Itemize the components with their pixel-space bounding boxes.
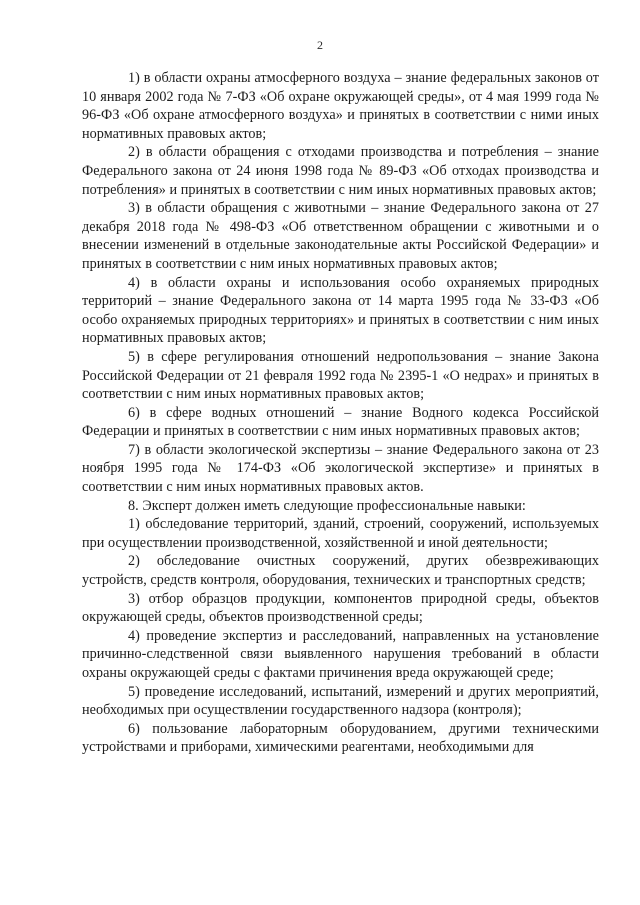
paragraph-skill-measurements: 5) проведение исследований, испытаний, измерений и других мероприятий, необходимых при осуществлении государственного надзора (контроля); bbox=[82, 683, 599, 719]
paragraph-water-relations: 6) в сфере водных отношений – знание Водного кодекса Российской Федерации и принятых в соответствии с ним иных нормативных правовых актов; bbox=[82, 404, 599, 440]
paragraph-ecological-expertise: 7) в области экологической экспертизы – знание Федерального закона от 23 ноября 1995 года № 174-ФЗ «Об экологической экспертизе» и принятых в соответствии с ним иных нормативных правовых актов. bbox=[82, 441, 599, 496]
document-body bbox=[82, 69, 599, 757]
paragraph-skills-heading: 8. Эксперт должен иметь следующие профессиональные навыки: bbox=[128, 497, 526, 514]
paragraph-air-protection: 1) в области охраны атмосферного воздуха – знание федеральных законов от 10 января 2002 года № 7-ФЗ «Об охране окружающей среды», от 4 мая 1999 года № 96-ФЗ «Об охране атмосферного воздуха» и принятых в соответствии с ними иных нормативных правовых актов; bbox=[82, 70, 599, 142]
paragraph-waste-management: 2) в области обращения с отходами производства и потребления – знание Федерального закона от 24 июня 1998 года № 89-ФЗ «Об отходах производства и потребления» и принятых в соответствии с ним иных нормативных правовых актов; bbox=[82, 144, 599, 198]
page-number: 2 bbox=[317, 38, 323, 52]
paragraph-skill-sampling: 3) отбор образцов продукции, компонентов природной среды, объектов окружающей среды, объектов производственной среды; bbox=[82, 590, 599, 626]
paragraph-skill-treatment-facilities: 2) обследование очистных сооружений, других обезвреживающих устройств, средств контроля, оборудования, технических и транспортных средств; bbox=[82, 553, 599, 589]
paragraph-skill-lab-equipment: 6) пользование лабораторным оборудованием, другими техническими устройствами и приборами, химическими реагентами, необходимыми для bbox=[82, 720, 599, 756]
paragraph-animal-treatment: 3) в области обращения с животными – знание Федерального закона от 27 декабря 2018 года № 498-ФЗ «Об ответственном обращении с животными и о внесении изменений в отдельные законодательные акты Российской Федерации» и принятых в соответствии с ним иных нормативных правовых актов; bbox=[82, 200, 599, 272]
paragraph-protected-areas: 4) в области охраны и использования особо охраняемых природных территорий – знание Федерального закона от 14 марта 1995 года № 33-ФЗ «Об особо охраняемых природных территориях» и принятых в соответствии с ним иных нормативных правовых актов; bbox=[82, 274, 599, 347]
paragraph-skill-investigations: 4) проведение экспертиз и расследований, направленных на установление причинно-следственной связи выявленного нарушения требований в области охраны окружающей среды с фактами причинения вреда окружающей среде; bbox=[82, 627, 599, 681]
paragraph-skill-territory-survey: 1) обследование территорий, зданий, строений, сооружений, используемых при осуществлении производственной, хозяйственной и иной деятельности; bbox=[82, 516, 599, 551]
paragraph-subsoil-use: 5) в сфере регулирования отношений недропользования – знание Закона Российской Федерации от 21 февраля 1992 года № 2395-1 «О недрах» и принятых в соответствии с ним иных нормативных правовых актов; bbox=[82, 348, 599, 403]
